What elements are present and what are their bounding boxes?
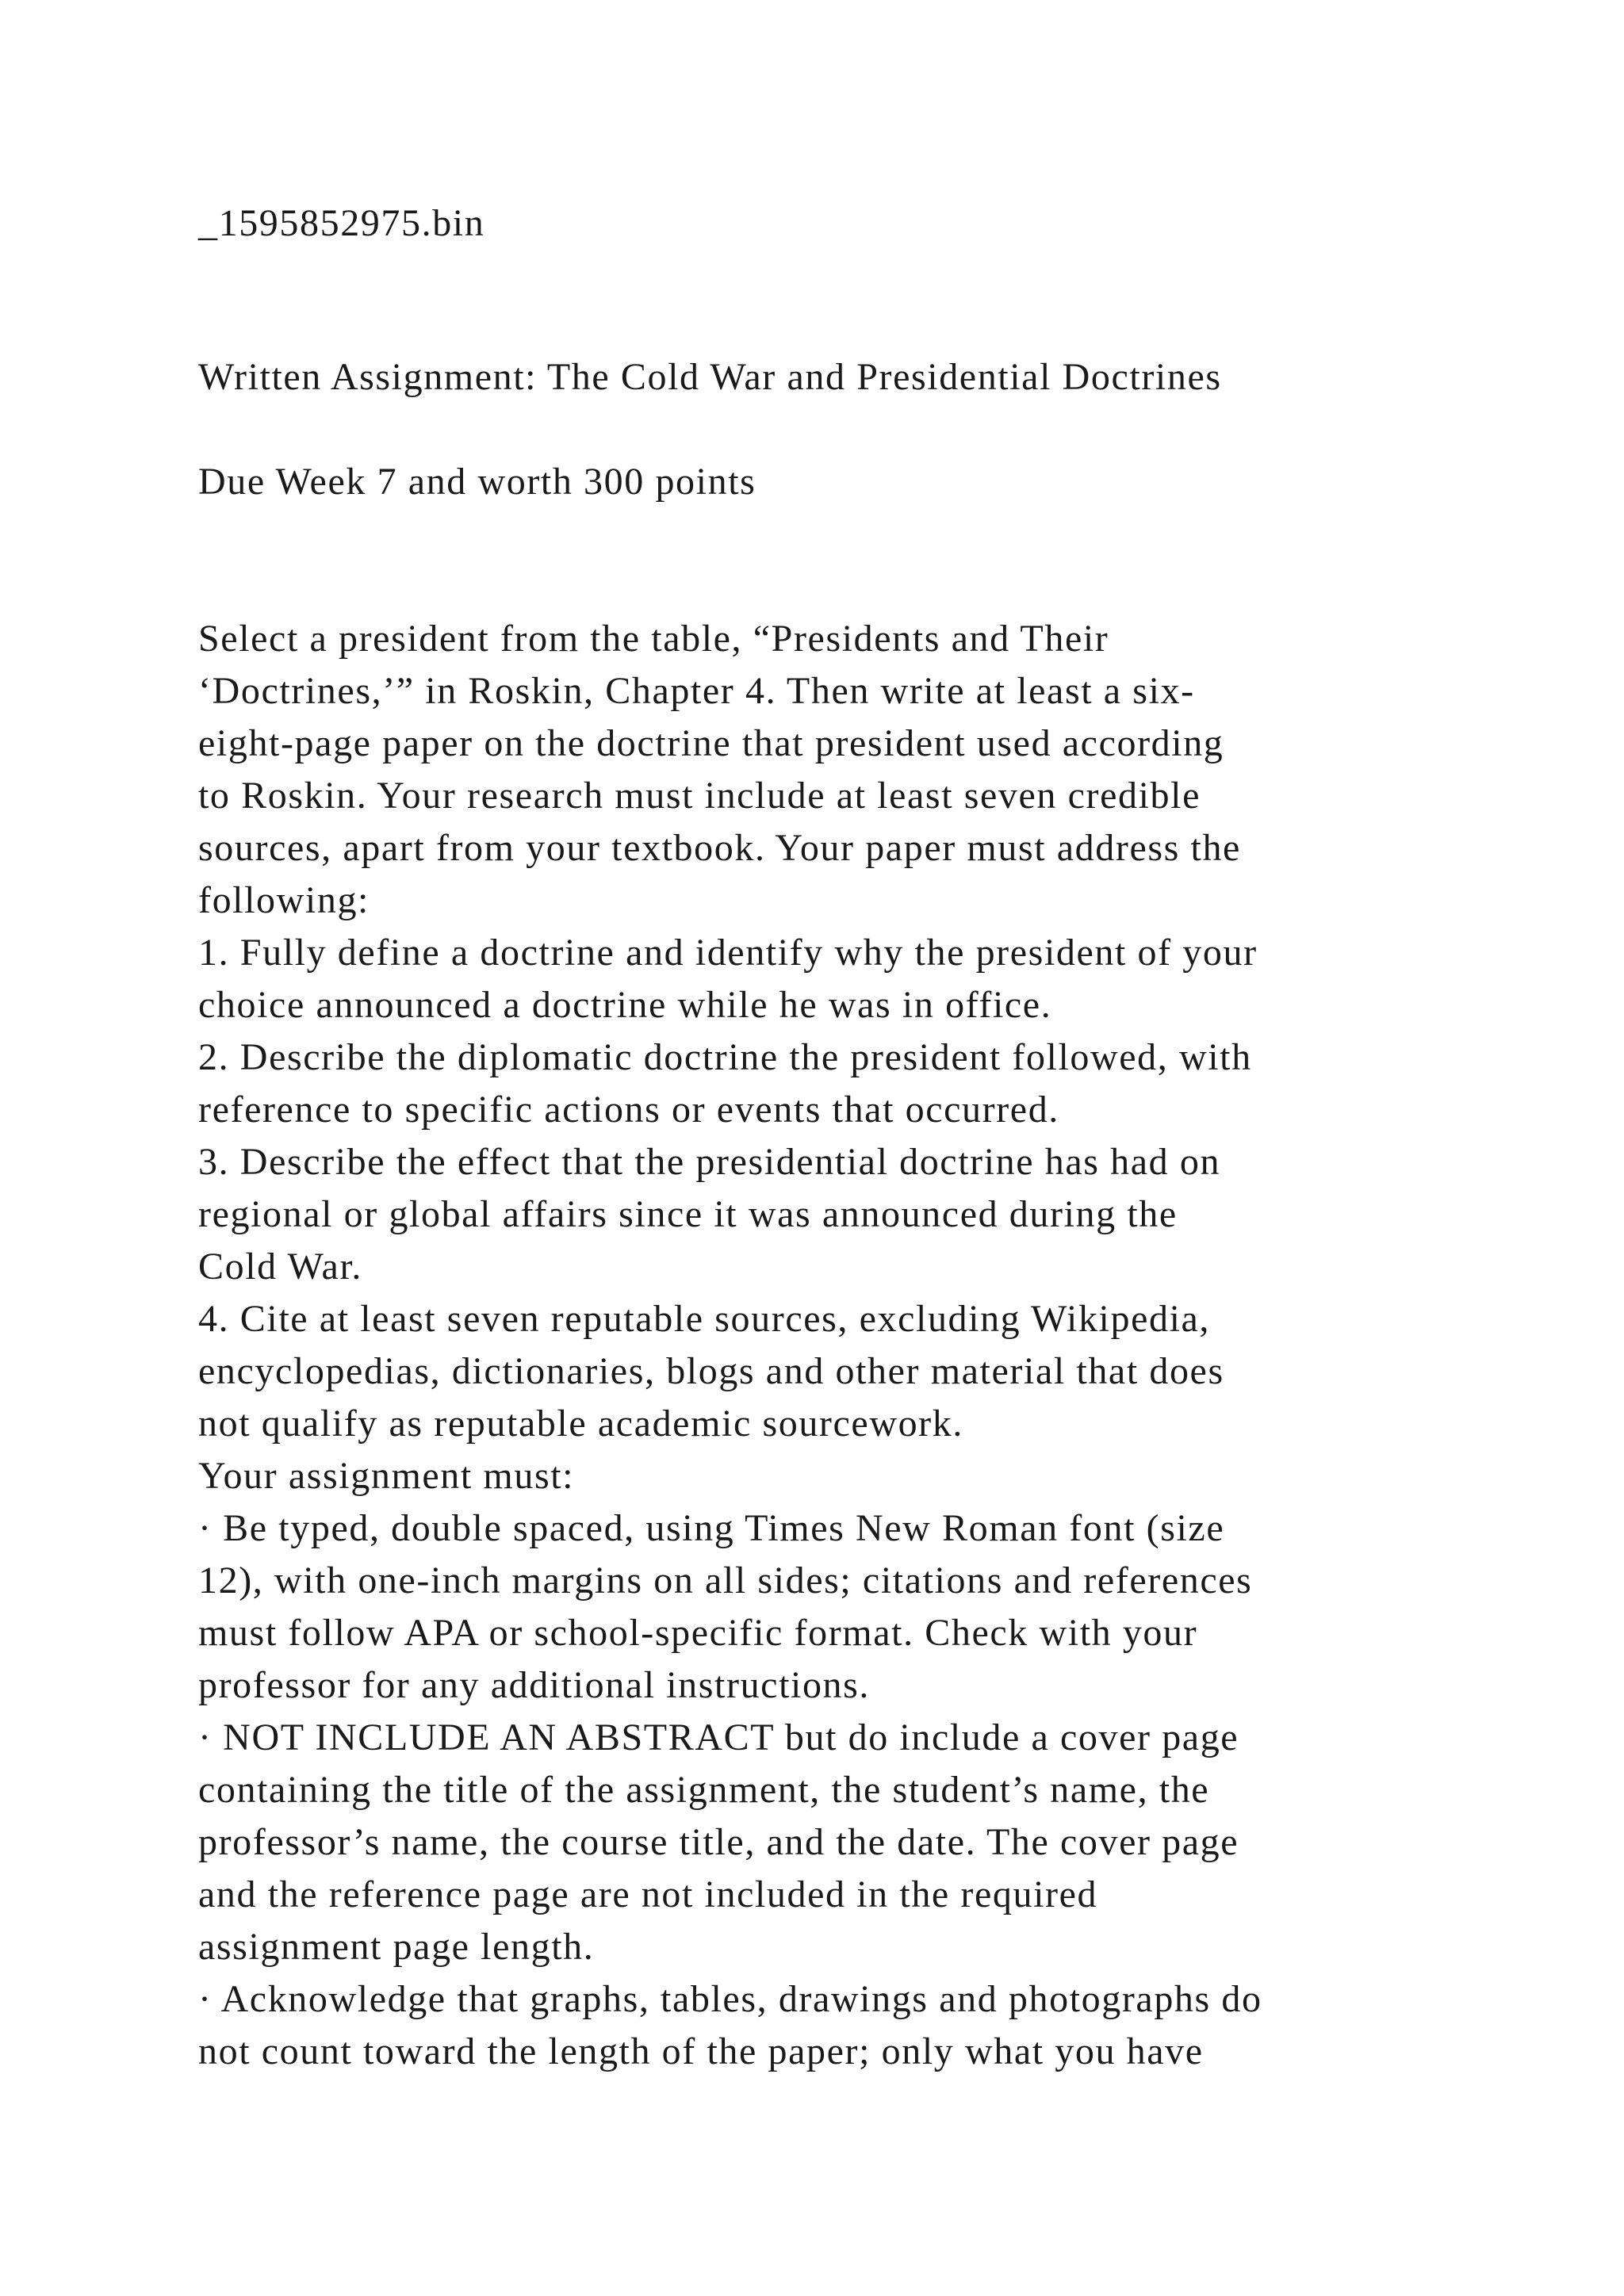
body-line: eight-page paper on the doctrine that president used according [198, 722, 1224, 764]
body-line: 12), with one-inch margins on all sides; citations and references [198, 1559, 1253, 1601]
body-line: 2. Describe the diplomatic doctrine the president followed, with [198, 1036, 1252, 1078]
body-line: encyclopedias, dictionaries, blogs and other material that does [198, 1350, 1224, 1392]
body-line: following: [198, 879, 370, 921]
body-line: 1. Fully define a doctrine and identify why the president of your [198, 932, 1258, 974]
body-line: sources, apart from your textbook. Your paper must address the [198, 827, 1241, 869]
body-line: not count toward the length of the paper; only what you have [198, 2030, 1204, 2072]
body-line: 4. Cite at least seven reputable sources, excluding Wikipedia, [198, 1298, 1211, 1340]
body-line: Cold War. [198, 1246, 362, 1288]
file-name: _1595852975.bin [198, 202, 485, 244]
body-line: regional or global affairs since it was announced during the [198, 1193, 1178, 1235]
body-line: choice announced a doctrine while he was in office. [198, 984, 1052, 1026]
assignment-title: Written Assignment: The Cold War and Presidential Doctrines [198, 356, 1222, 398]
body-line: professor for any additional instructions. [198, 1664, 871, 1706]
body-line: · NOT INCLUDE AN ABSTRACT but do include a cover page [198, 1716, 1239, 1758]
body-line: 3. Describe the effect that the presidential doctrine has had on [198, 1141, 1221, 1183]
body-line: · Acknowledge that graphs, tables, drawings and photographs do [198, 1978, 1262, 2020]
body-line: containing the title of the assignment, the student’s name, the [198, 1769, 1210, 1811]
body-line: not qualify as reputable academic sourcework. [198, 1402, 963, 1445]
due-line: Due Week 7 and worth 300 points [198, 461, 756, 503]
body-line: Your assignment must: [198, 1455, 575, 1497]
body-line: ‘Doctrines,’” in Roskin, Chapter 4. Then write at least a six- [198, 670, 1195, 712]
body-line: professor’s name, the course title, and the date. The cover page [198, 1821, 1239, 1863]
body-line: assignment page length. [198, 1926, 595, 1968]
body-line: Select a president from the table, “Presidents and Their [198, 618, 1109, 660]
body-line: · Be typed, double spaced, using Times New Roman font (size [198, 1507, 1225, 1549]
body-line: and the reference page are not included in the required [198, 1873, 1098, 1915]
body-line: reference to specific actions or events that occurred. [198, 1089, 1059, 1131]
body-line: to Roskin. Your research must include at least seven credible [198, 775, 1201, 817]
body-line: must follow APA or school-specific format. Check with your [198, 1612, 1198, 1654]
